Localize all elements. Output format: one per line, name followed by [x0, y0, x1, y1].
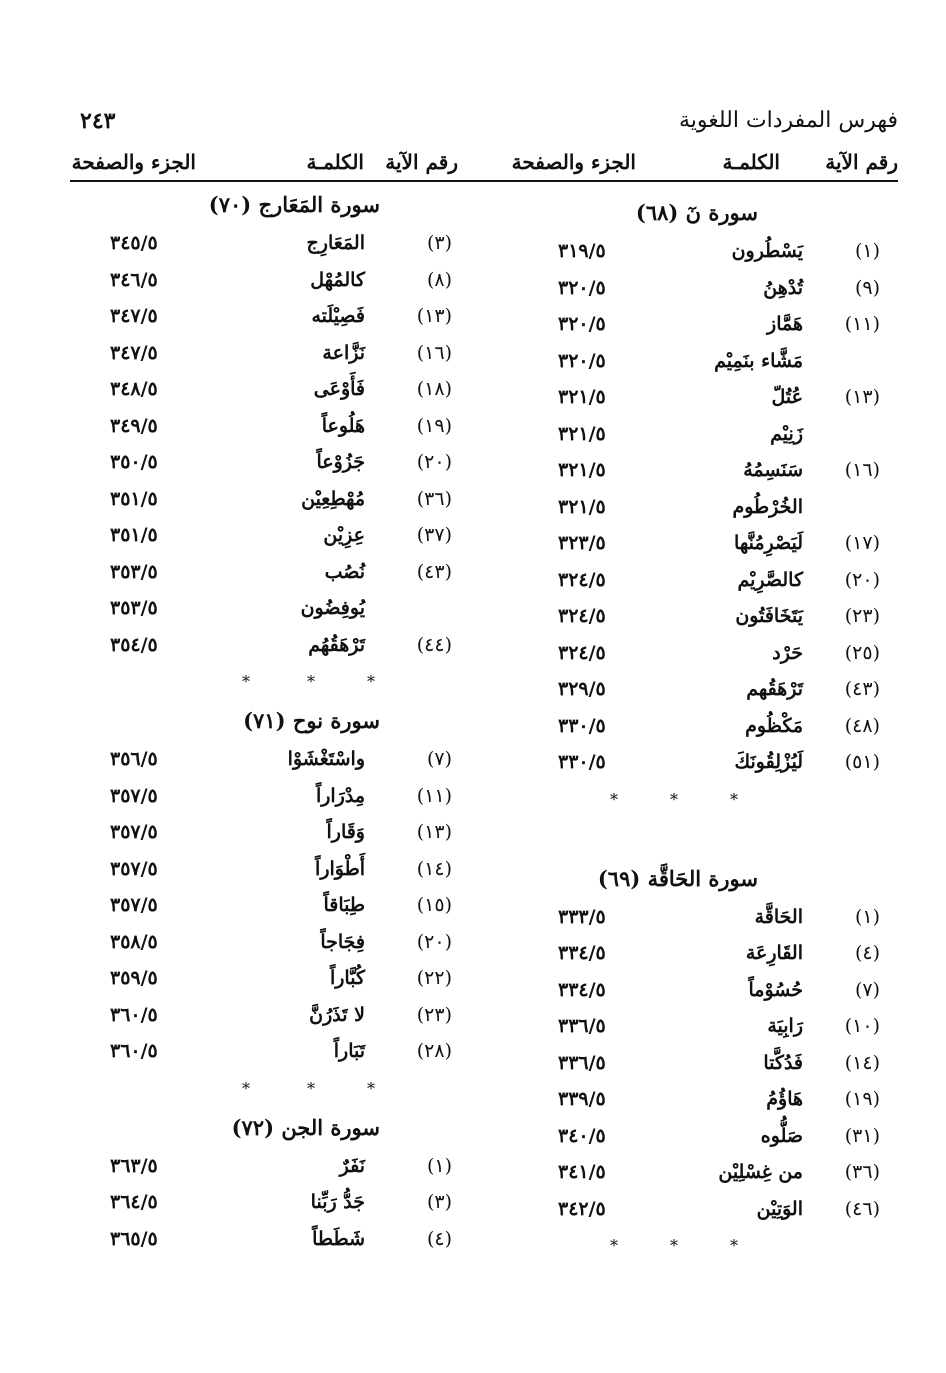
index-word: من غِسْلِيْن	[718, 1161, 803, 1183]
index-word: لا تَذَرُنَّ	[309, 1003, 365, 1026]
index-row	[70, 779, 470, 816]
index-row	[478, 344, 898, 381]
index-row	[70, 518, 470, 555]
ayah-number: (١)	[426, 1154, 452, 1177]
volume-page: ٣٥٣/٥	[110, 597, 158, 619]
section-gap	[478, 822, 898, 862]
separator-star: *	[670, 1236, 678, 1255]
index-word: وَقَاراً	[326, 821, 365, 843]
index-row	[70, 888, 470, 925]
index-row	[478, 453, 898, 490]
index-word: هَلُوعاً	[321, 414, 365, 437]
index-word: نَزَّاعة	[322, 341, 365, 364]
index-word: فَأَوْعَى	[313, 378, 365, 400]
volume-page: ٣٥٧/٥	[110, 821, 158, 843]
index-row	[70, 372, 470, 409]
separator-star: *	[670, 789, 678, 809]
ayah-number: (١٦)	[416, 341, 452, 364]
col-ayah-right: رقم الآية	[825, 150, 898, 174]
surah-title: سورة الجن (٧٢)	[231, 1114, 380, 1140]
volume-page: ٣٢٤/٥	[558, 568, 606, 591]
index-row	[70, 591, 470, 628]
index-word: الحَاقَّة	[754, 905, 803, 928]
ayah-number: (٣)	[426, 232, 452, 254]
ayah-number: (٣٦)	[844, 1161, 880, 1183]
index-row	[70, 1222, 470, 1259]
ayah-number: (٥١)	[844, 751, 880, 773]
volume-page: ٣٣٠/٥	[558, 751, 606, 773]
index-word: عِزِيْن	[323, 524, 365, 546]
surah-title: سورة نوح (٧١)	[243, 708, 380, 733]
ayah-number: (١٩)	[844, 1088, 880, 1110]
index-word: صَلُّوه	[760, 1124, 803, 1147]
index-row	[478, 271, 898, 308]
separator-star: *	[610, 1236, 618, 1255]
right-column	[478, 188, 898, 1268]
volume-page: ٣٥٧/٥	[110, 784, 158, 807]
index-row	[70, 482, 470, 519]
index-word: مَشَّاء بنَمِيْم	[714, 349, 803, 372]
column-headers	[70, 150, 898, 182]
index-row	[478, 709, 898, 746]
surah-heading	[70, 188, 470, 226]
surah-heading	[478, 862, 898, 900]
surah-heading	[478, 196, 898, 234]
volume-page: ٣٤٦/٥	[110, 268, 158, 291]
volume-page: ٣٥٠/٥	[110, 451, 158, 473]
ayah-number: (٧)	[854, 978, 880, 1001]
index-row	[70, 815, 470, 852]
index-word: تَرْهَقُهم	[746, 678, 803, 700]
volume-page: ٣٤٩/٥	[110, 414, 158, 437]
volume-page: ٣٣٦/٥	[558, 1051, 606, 1074]
volume-page: ٣٤١/٥	[558, 1161, 606, 1183]
index-row	[70, 925, 470, 962]
index-word: حُسُوْماً	[748, 978, 803, 1001]
ayah-number: (٢٢)	[416, 967, 452, 989]
section-separator	[478, 782, 898, 822]
ayah-number: (٧)	[426, 748, 452, 770]
ayah-number: (٢٣)	[416, 1003, 452, 1026]
index-row	[478, 490, 898, 527]
index-row	[478, 636, 898, 673]
ayah-number: (١١)	[416, 784, 452, 807]
ayah-number: (٩)	[854, 276, 880, 299]
index-word: أَطْوَاراً	[315, 857, 365, 880]
ayah-number: (٣١)	[844, 1124, 880, 1147]
volume-page: ٣٦٥/٥	[110, 1227, 158, 1250]
ayah-number: (١١)	[844, 313, 880, 335]
index-row	[70, 998, 470, 1035]
volume-page: ٣٦٣/٥	[110, 1154, 158, 1177]
index-row	[70, 961, 470, 998]
index-row	[478, 973, 898, 1010]
index-row	[70, 555, 470, 592]
index-row	[70, 445, 470, 482]
index-row	[478, 936, 898, 973]
index-row	[478, 1155, 898, 1192]
index-row	[478, 380, 898, 417]
col-page-right: الجزء والصفحة	[511, 150, 636, 174]
ayah-number: (٨)	[426, 268, 452, 291]
section-separator	[478, 1228, 898, 1268]
index-row	[70, 852, 470, 889]
volume-page: ٣٥٤/٥	[110, 633, 158, 656]
index-word: شَطَطاً	[312, 1227, 365, 1250]
ayah-number: (١)	[854, 240, 880, 262]
index-word: تُدْهِنُ	[763, 276, 803, 299]
volume-page: ٣٥٦/٥	[110, 748, 158, 770]
index-row	[478, 1009, 898, 1046]
col-page-left: الجزء والصفحة	[71, 150, 196, 174]
volume-page: ٣٤٠/٥	[558, 1124, 606, 1147]
ayah-number: (١٣)	[416, 821, 452, 843]
ayah-number: (١٤)	[844, 1051, 880, 1074]
index-word: فِجَاجاً	[320, 930, 365, 953]
separator-star: *	[307, 1078, 315, 1098]
ayah-number: (٢٠)	[416, 930, 452, 953]
surah-heading	[70, 704, 470, 742]
index-word: الوَتِيْن	[756, 1197, 803, 1220]
index-word: فَدُكَّتا	[763, 1051, 803, 1074]
index-word: تَرْهَقُهُم	[308, 633, 365, 656]
ayah-number: (٢٠)	[416, 451, 452, 473]
index-word: كالمُهْل	[310, 268, 365, 291]
ayah-number: (٣)	[426, 1191, 452, 1213]
index-row	[70, 1185, 470, 1222]
ayah-number: (١)	[854, 905, 880, 928]
volume-page: ٣٥١/٥	[110, 487, 158, 510]
surah-title: سورة المَعَارج (٧٠)	[208, 192, 380, 217]
volume-page: ٣٢٩/٥	[558, 678, 606, 700]
volume-page: ٣٣٩/٥	[558, 1088, 606, 1110]
surah-title: سورة نٓ (٦٨)	[635, 200, 758, 225]
volume-page: ٣٥٩/٥	[110, 967, 158, 989]
index-row	[478, 1082, 898, 1119]
volume-page: ٣٣٤/٥	[558, 942, 606, 964]
index-word: مُهْطِعِيْن	[301, 487, 365, 510]
running-title: فهرس المفردات اللغوية	[678, 108, 898, 133]
volume-page: ٣٥٧/٥	[110, 894, 158, 916]
volume-page: ٣٢٣/٥	[558, 532, 606, 554]
separator-star: *	[367, 1078, 375, 1098]
index-word: مَكْظُوم	[745, 714, 803, 737]
index-word: جَدُّ رَبِّنا	[310, 1191, 365, 1213]
volume-page: ٣٦٤/٥	[110, 1191, 158, 1213]
ayah-number: (٤)	[854, 942, 880, 964]
index-word: تَبَاراً	[333, 1040, 365, 1062]
ayah-number: (١٤)	[416, 857, 452, 880]
volume-page: ٣٣٣/٥	[558, 905, 606, 928]
section-separator	[70, 1071, 470, 1111]
index-row	[478, 417, 898, 454]
volume-page: ٣٥١/٥	[110, 524, 158, 546]
running-header	[70, 108, 898, 144]
separator-star: *	[610, 789, 618, 809]
col-word-left: الكلمـة	[306, 150, 364, 174]
index-row	[478, 900, 898, 937]
volume-page: ٣٤٧/٥	[110, 305, 158, 327]
index-word: هَاؤُمُ	[766, 1088, 803, 1110]
volume-page: ٣٢٤/٥	[558, 641, 606, 664]
index-word: كُبَّاراً	[329, 967, 365, 989]
ayah-number: (٢٠)	[844, 568, 880, 591]
ayah-number: (٢٣)	[844, 605, 880, 627]
index-word: جَزُوْعاً	[316, 451, 365, 473]
ayah-number: (٣٧)	[416, 524, 452, 546]
index-word: المَعَارِج	[306, 232, 365, 254]
volume-page: ٣١٩/٥	[558, 240, 606, 262]
page-number: ٢٤٣	[80, 108, 116, 134]
volume-page: ٣٢١/٥	[558, 459, 606, 481]
volume-page: ٣٤٨/٥	[110, 378, 158, 400]
index-word: نُصُب	[324, 560, 365, 583]
volume-page: ٣٢١/٥	[558, 386, 606, 408]
index-row	[478, 672, 898, 709]
index-word: نَفَرٌ	[339, 1154, 365, 1177]
separator-star: *	[307, 672, 315, 691]
index-word: الخُرْطُوم	[732, 495, 803, 518]
index-row	[478, 234, 898, 271]
volume-page: ٣٢٠/٥	[558, 313, 606, 335]
volume-page: ٣٣٤/٥	[558, 978, 606, 1001]
volume-page: ٣٢٤/٥	[558, 605, 606, 627]
index-word: مِدْرَاراً	[315, 784, 365, 807]
index-word: لَيَصْرِمُنَّها	[734, 532, 803, 554]
index-row	[70, 263, 470, 300]
ayah-number: (١٣)	[416, 305, 452, 327]
surah-title: سورة الحَاقَّة (٦٩)	[597, 865, 758, 891]
index-row	[478, 307, 898, 344]
index-word: طِبَاقاً	[323, 894, 365, 916]
index-word: عُتُلّ	[771, 386, 803, 408]
index-word: فَصِيْلَته	[311, 305, 365, 327]
ayah-number: (١٥)	[416, 894, 452, 916]
separator-star: *	[367, 672, 375, 691]
index-word: يُوفِضُون	[300, 597, 365, 619]
ayah-number: (٢٥)	[844, 641, 880, 664]
ayah-number: (١٠)	[844, 1015, 880, 1037]
index-word: هَمَّاز	[767, 313, 803, 335]
ayah-number: (١٧)	[844, 532, 880, 554]
separator-star: *	[242, 1078, 250, 1098]
surah-heading	[70, 1111, 470, 1149]
index-row	[70, 336, 470, 373]
ayah-number: (٤٣)	[844, 678, 880, 700]
separator-star: *	[242, 672, 250, 691]
volume-page: ٣٣٦/٥	[558, 1015, 606, 1037]
index-row	[70, 628, 470, 665]
index-word: لَيُزْلِقُونَكَ	[734, 751, 803, 773]
ayah-number: (١٣)	[844, 386, 880, 408]
col-ayah-left: رقم الآية	[385, 150, 458, 174]
separator-star: *	[730, 1236, 738, 1255]
volume-page: ٣٥٨/٥	[110, 930, 158, 953]
index-row	[70, 409, 470, 446]
index-row	[478, 526, 898, 563]
index-row	[478, 745, 898, 782]
section-separator	[70, 664, 470, 704]
ayah-number: (٤٦)	[844, 1197, 880, 1220]
index-word: حَرْد	[772, 641, 803, 664]
ayah-number: (٤٨)	[844, 714, 880, 737]
index-word: يَتَخَافَتُون	[735, 605, 803, 627]
index-row	[478, 1192, 898, 1229]
index-row	[478, 1046, 898, 1083]
index-row	[70, 1149, 470, 1186]
ayah-number: (٤)	[426, 1227, 452, 1250]
volume-page: ٣٣٠/٥	[558, 714, 606, 737]
volume-page: ٣٢١/٥	[558, 422, 606, 445]
ayah-number: (٤٣)	[416, 560, 452, 583]
volume-page: ٣٢١/٥	[558, 495, 606, 518]
volume-page: ٣٥٧/٥	[110, 857, 158, 880]
separator-star: *	[730, 789, 738, 809]
volume-page: ٣٥٣/٥	[110, 560, 158, 583]
volume-page: ٣٤٢/٥	[558, 1197, 606, 1220]
ayah-number: (٣٦)	[416, 487, 452, 510]
index-word: كالصَّرِيْم	[737, 568, 803, 591]
index-row	[70, 226, 470, 263]
index-word: زَنِيْم	[770, 422, 803, 445]
index-word: رَابِيَة	[767, 1015, 803, 1037]
index-word: واسْتَغْشَوْا	[287, 748, 365, 770]
top-spacer	[478, 188, 898, 196]
ayah-number: (١٨)	[416, 378, 452, 400]
index-row	[70, 742, 470, 779]
index-row	[70, 1034, 470, 1071]
ayah-number: (١٩)	[416, 414, 452, 437]
index-row	[70, 299, 470, 336]
volume-page: ٣٦٠/٥	[110, 1040, 158, 1062]
ayah-number: (٢٨)	[416, 1040, 452, 1062]
index-word: القَارِعَة	[745, 942, 803, 964]
ayah-number: (٤٤)	[416, 633, 452, 656]
col-word-right: الكلمـة	[722, 150, 780, 174]
volume-page: ٣٢٠/٥	[558, 276, 606, 299]
index-word: سَنَسِمُهُ	[743, 459, 803, 481]
volume-page: ٣٦٠/٥	[110, 1003, 158, 1026]
index-row	[478, 1119, 898, 1156]
volume-page: ٣٤٧/٥	[110, 341, 158, 364]
volume-page: ٣٤٥/٥	[110, 232, 158, 254]
volume-page: ٣٢٠/٥	[558, 349, 606, 372]
index-word: يَسْطُرون	[731, 240, 803, 262]
index-row	[478, 599, 898, 636]
index-row	[478, 563, 898, 600]
ayah-number: (١٦)	[844, 459, 880, 481]
left-column	[70, 188, 470, 1258]
